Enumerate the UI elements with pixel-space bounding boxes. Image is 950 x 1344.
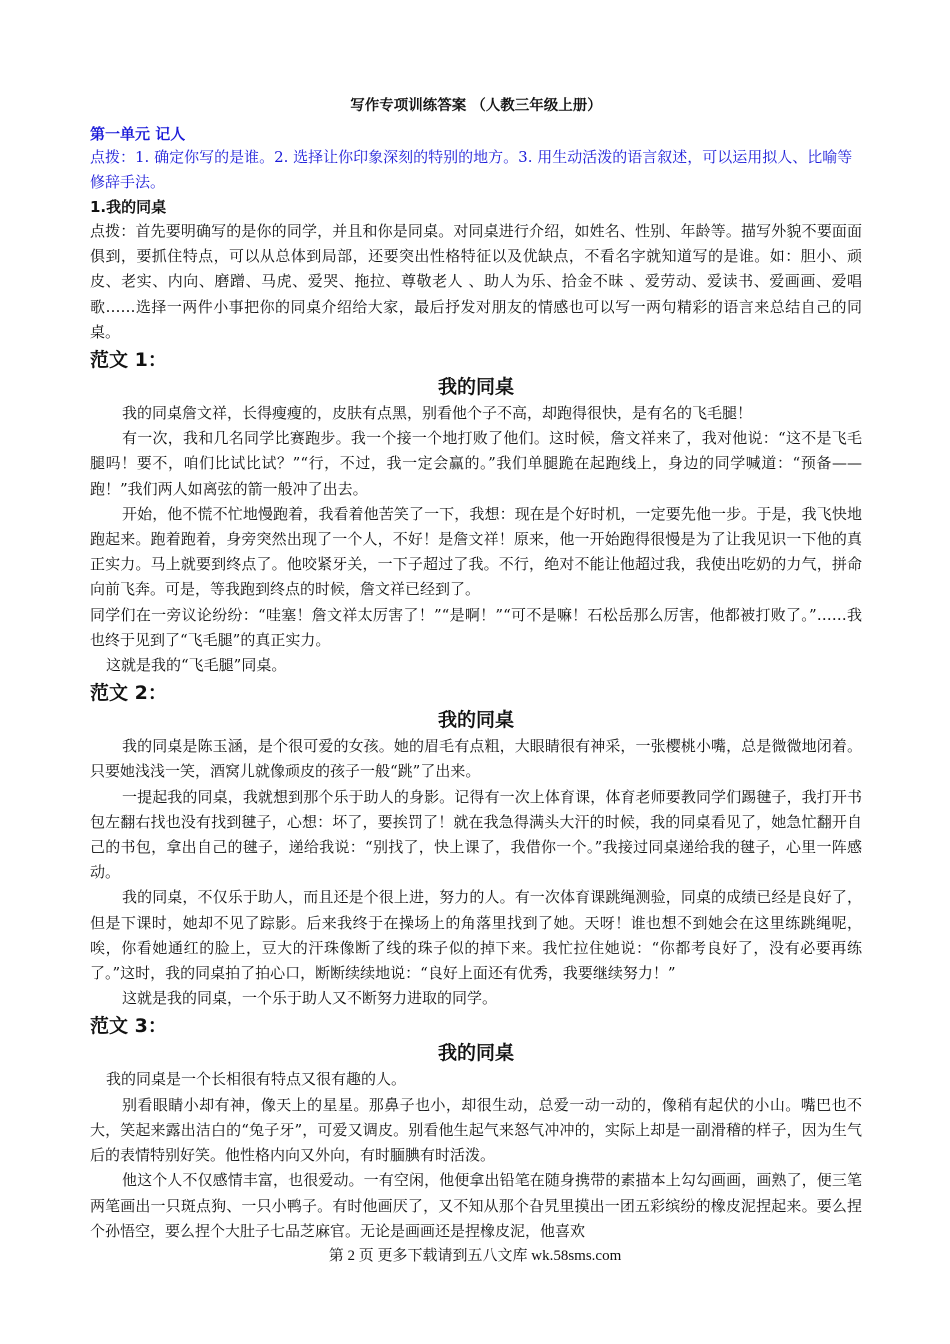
essay-title-3: 我的同桌 — [437, 1042, 514, 1065]
essay-paragraph: 我的同桌，不仅乐于助人，而且还是个很上进，努力的人。有一次体育课跳绳测验，同桌的成绩已经是良好了，但是下课时，她却不见了踪影。后来我终于在操场上的角落里找到了她。天呀！谁也想不到她会在这里练跳绳呢，唉，你看她通红的脸上，豆大的汗珠像断了线的珠子似的掉下来。我忙拉住她说：“你都考良好了，没有必要再练了。”这时，我的同桌拍了拍心口，断断续续地说：“良好上面还有优秀，我要继续努力！” — [90, 888, 862, 983]
essay-paragraph: 我的同桌是陈玉涵，是个很可爱的女孩。她的眉毛有点粗，大眼睛很有神采，一张樱桃小嘴，总是微微地闭着。只要她浅浅一笑，酒窝儿就像顽皮的孩子一般“跳”了出来。 — [90, 737, 862, 781]
essay-paragraph: 别看眼睛小却有神，像天上的星星。那鼻子也小，却很生动，总爱一动一动的，像稍有起伏的小山。嘴巴也不大，笑起来露出洁白的“兔子牙”，可爱又调皮。别看他生起气来怒气冲冲的，实际上却是一副滑稽的样子，因为生气后的表情特别好笑。他性格内向又外向，有时腼腆有时活泼。 — [90, 1095, 862, 1165]
section-tip: 点拨：首先要明确写的是你的同学，并且和你是同桌。对同桌进行介绍，如姓名、性别、年龄等。描写外貌不要面面俱到，要抓住特点，可以从总体到局部，还要突出性格特征以及优缺点，不看名字就知道写的是谁。如：胆小、顽皮、老实、内向、磨蹭、马虎、爱哭、拖拉、尊敬老人 、助人为乐、拾金不昧 、爱劳动、爱读书、爱画画、爱唱歌……选择一两件小事把你的同桌介绍给大家，最后抒发对朋友的情感也可以写一两句精彩的语言来总结自己的同桌。 — [90, 222, 862, 341]
page-footer: 第 2 页 更多下载请到五八文库 wk.58sms.com — [328, 1248, 622, 1264]
essay-paragraph: 同学们在一旁议论纷纷：“哇塞！詹文祥太厉害了！”“是啊！”“可不是嘛！石松岳那么厉害，他都被打败了。”……我也终于见到了“飞毛腿”的真正实力。 — [90, 605, 862, 649]
essay-title-2: 我的同桌 — [437, 709, 514, 732]
essay-paragraph: 开始，他不慌不忙地慢跑着，我看着他苦笑了一下，我想：现在是个好时机，一定要先他一步。于是，我飞快地跑起来。跑着跑着，身旁突然出现了一个人，不好！是詹文祥！原来，他一开始跑得很慢是为了让我见识一下他的真正实力。马上就要到终点了。他咬紧牙关，一下子超过了我。不行，绝对不能让他超过我，我使出吃奶的力气，拼命向前飞奔。可是，等我跑到终点的时候，詹文祥已经到了。 — [90, 504, 862, 599]
essay-paragraph: 这就是我的同桌，一个乐于助人又不断努力进取的同学。 — [122, 989, 498, 1008]
essay-paragraph: 有一次，我和几名同学比赛跑步。我一个接一个地打败了他们。这时候，詹文祥来了，我对他说：“这不是飞毛腿吗！要不，咱们比试比试？”“行，不过，我一定会赢的。”我们单腿跪在起跑线上，身边的同学喊道：“预备——跑！”我们两人如离弦的箭一般冲了出去。 — [90, 429, 862, 498]
section-heading: 1.我的同桌 — [90, 198, 167, 216]
essay-paragraph: 一提起我的同桌，我就想到那个乐于助人的身影。记得有一次上体育课，体育老师要教同学们踢毽子，我打开书包左翻右找也没有找到毽子，心想：坏了，要挨罚了！就在我急得满头大汗的时候，我的同桌看见了，她急忙翻开自己的书包，拿出自己的毽子，递给我说：“别找了，快上课了，我借你一个。”我接过同桌递给我的毽子，心里一阵感动。 — [90, 787, 862, 882]
essay-title-1: 我的同桌 — [437, 376, 514, 399]
sample-label-1: 范文 1： — [90, 349, 167, 372]
sample-label-2: 范文 2： — [90, 682, 167, 705]
document-title: 写作专项训练答案 （人教三年级上册） — [350, 97, 602, 114]
unit-tip: 点拨：1. 确定你写的是谁。2. 选择让你印象深刻的特别的地方。3. 用生动活泼的语言叙述，可以运用拟人、比喻等修辞手法。 — [90, 148, 853, 191]
document-page — [90, 96, 862, 1244]
unit-heading: 第一单元 记人 — [90, 125, 186, 143]
essay-paragraph: 他这个人不仅感情丰富，也很爱动。一有空闲，他便拿出铅笔在随身携带的素描本上勾勾画画，画熟了，便三笔两笔画出一只斑点狗、一只小鸭子。有时他画厌了，又不知从那个旮旯里摸出一团五彩缤纷的橡皮泥捏起来。要么捏个孙悟空，要么捏个大肚子七品芝麻官。无论是画画还是捏橡皮泥，他喜欢 — [90, 1171, 862, 1240]
essay-paragraph: 这就是我的“飞毛腿”同桌。 — [106, 656, 287, 675]
sample-label-3: 范文 3： — [90, 1015, 167, 1038]
essay-paragraph: 我的同桌詹文祥，长得瘦瘦的，皮肤有点黑，别看他个子不高，却跑得很快，是有名的飞毛腿！ — [122, 404, 753, 423]
essay-paragraph: 我的同桌是一个长相很有特点又很有趣的人。 — [106, 1070, 407, 1089]
